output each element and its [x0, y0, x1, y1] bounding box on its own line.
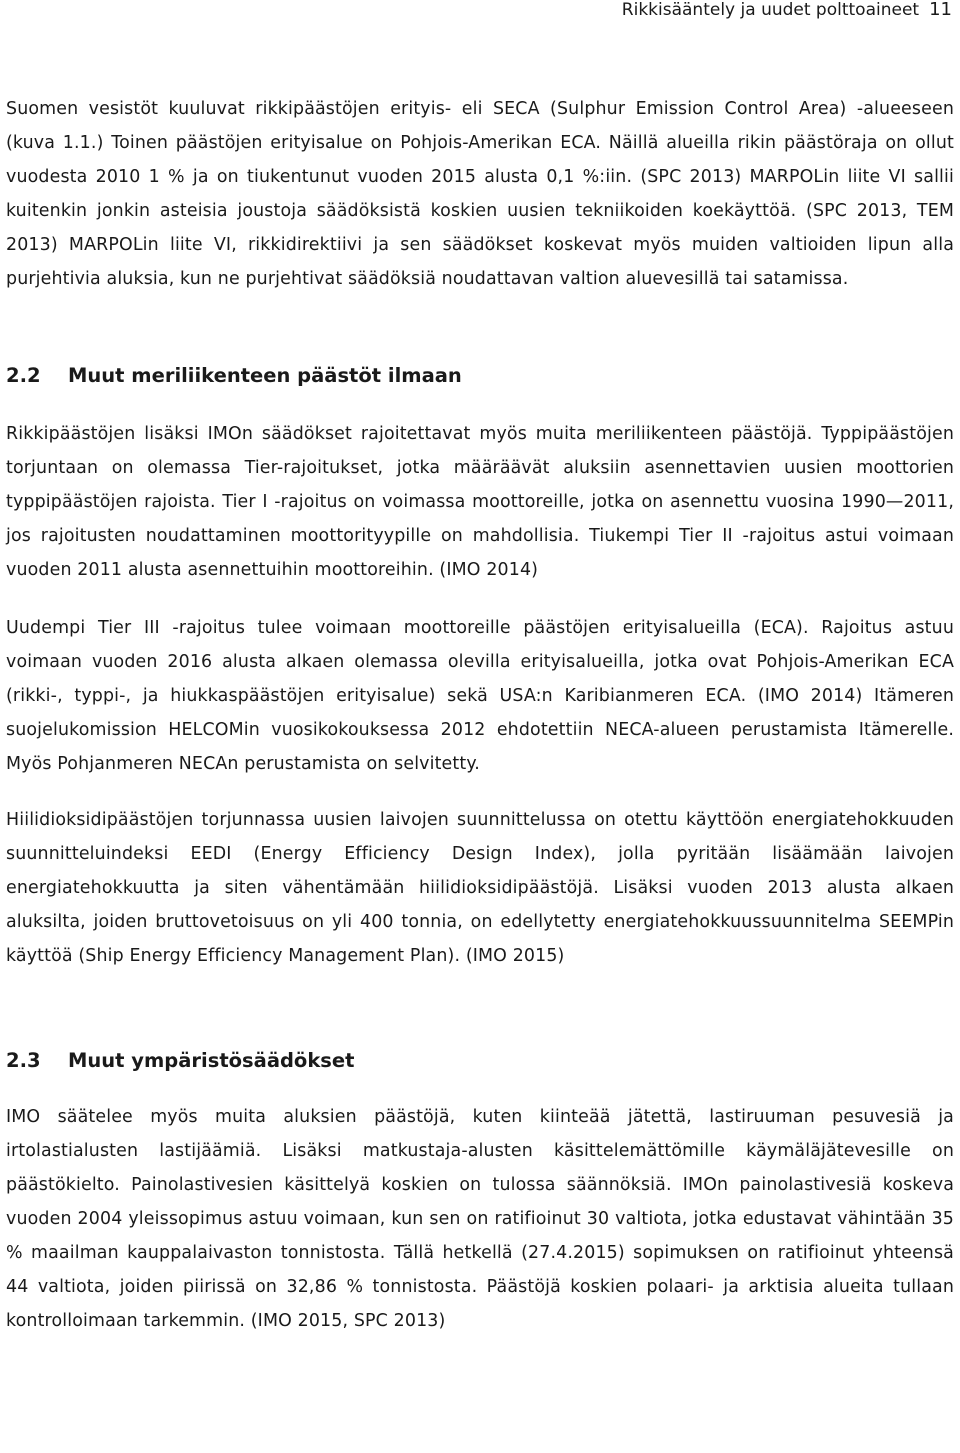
section-heading-2-3 [6, 1044, 954, 1078]
section-number: 2.3 [6, 1049, 41, 1072]
paragraph-other-regulations: IMO säätelee myös muita aluksien päästöjä, kuten kiinteää jätettä, lastiruuman pesuvesiä ja irtolastialusten lastijäämiä. Lisäksi matkustaja-alusten käsittelemättömille käymäläjätevesille on päästökielto. Painolastivesien käsittelyä koskien on tulossa säännöksiä. IMOn painolastivesiä koskeva vuoden 2004 yleissopimus astuu voimaan, kun sen on ratifioinut 30 valtiota, jotka edustavat vähintään 35 % maailman kauppalaivaston tonnistosta. Tällä hetkellä (27.4.2015) sopimuksen on ratifioinut yhteensä 44 valtiota, joiden piirissä on 32,86 % tonnistosta. Päästöjä koskien polaari- ja arktisia alueita tullaan kontrolloimaan tarkemmin. (IMO 2015, SPC 2013) [6, 1107, 954, 1331]
paragraph-eedi: Hiilidioksidipäästöjen torjunnassa uusien laivojen suunnittelussa on otettu käyttöön energiatehokkuuden suunnitteluindeksi EEDI (Energy Efficiency Design Index), jolla pyritään lisäämään laivojen energiatehokkuutta ja siten vähentämään hiilidioksidipäästöjä. Lisäksi vuoden 2013 alusta alkaen aluksilta, joiden bruttovetoisuus on yli 400 tonnia, on edellytetty energiatehokkuussuunnitelma SEEMPin käyttöä (Ship Energy Efficiency Management Plan). (IMO 2015) [6, 810, 954, 966]
running-header [622, 0, 952, 20]
section-heading-2-2 [6, 359, 954, 393]
paragraph-seca: Suomen vesistöt kuuluvat rikkipäästöjen erityis- eli SECA (Sulphur Emission Control Area) -alueeseen (kuva 1.1.) Toinen päästöjen erityisalue on Pohjois-Amerikan ECA. Näillä alueilla rikin päästöraja on ollut vuodesta 2010 1 % ja on tiukentunut vuoden 2015 alusta 0,1 %:iin. (SPC 2013) MARPOLin liite VI sallii kuitenkin jonkin asteisia joustoja säädöksistä koskien uusien tekniikoiden koekäyttöä. (SPC 2013, TEM 2013) MARPOLin liite VI, rikkidirektiivi ja sen säädökset koskevat myös muiden valtioiden lipun alla purjehtivia aluksia, kun ne purjehtivat säädöksiä noudattavan valtion aluevesillä tai satamissa. [6, 99, 954, 289]
paragraph-tier-iii: Uudempi Tier III -rajoitus tulee voimaan moottoreille päästöjen erityisalueilla (ECA). Rajoitus astuu voimaan vuoden 2016 alusta alkaen olemassa olevilla erityisalueilla, jotka ovat Pohjois-Amerikan ECA (rikki-, typpi-, ja hiukkaspäästöjen erityisalue) sekä USA:n Karibianmeren ECA. (IMO 2014) Itämeren suojelukomission HELCOMin vuosikokouksessa 2012 ehdotettiin NECA-alueen perustamista Itämerelle. Myös Pohjanmeren NECAn perustamista on selvitetty. [6, 618, 954, 774]
section-number: 2.2 [6, 364, 41, 387]
page-number: 11 [929, 0, 952, 20]
paragraph-tier-limits: Rikkipäästöjen lisäksi IMOn säädökset rajoitettavat myös muita meriliikenteen päästöjä. Typpipäästöjen torjuntaan on olemassa Tier-rajoitukset, jotka määräävät aluksiin asennettavien uusien moottorien typpipäästöjen rajoista. Tier I -rajoitus on voimassa moottoreille, jotka on asennettu vuosina 1990—2011, jos rajoitusten noudattaminen moottorityypille on mahdollisia. Tiukempi Tier II -rajoitus astui voimaan vuoden 2011 alusta asennettuihin moottoreihin. (IMO 2014) [6, 424, 954, 580]
header-title: Rikkisääntely ja uudet polttoaineet [621, 0, 920, 20]
section-title: Muut ympäristösäädökset [68, 1049, 355, 1072]
document-body [6, 92, 954, 1338]
section-title: Muut meriliikenteen päästöt ilmaan [68, 364, 462, 387]
